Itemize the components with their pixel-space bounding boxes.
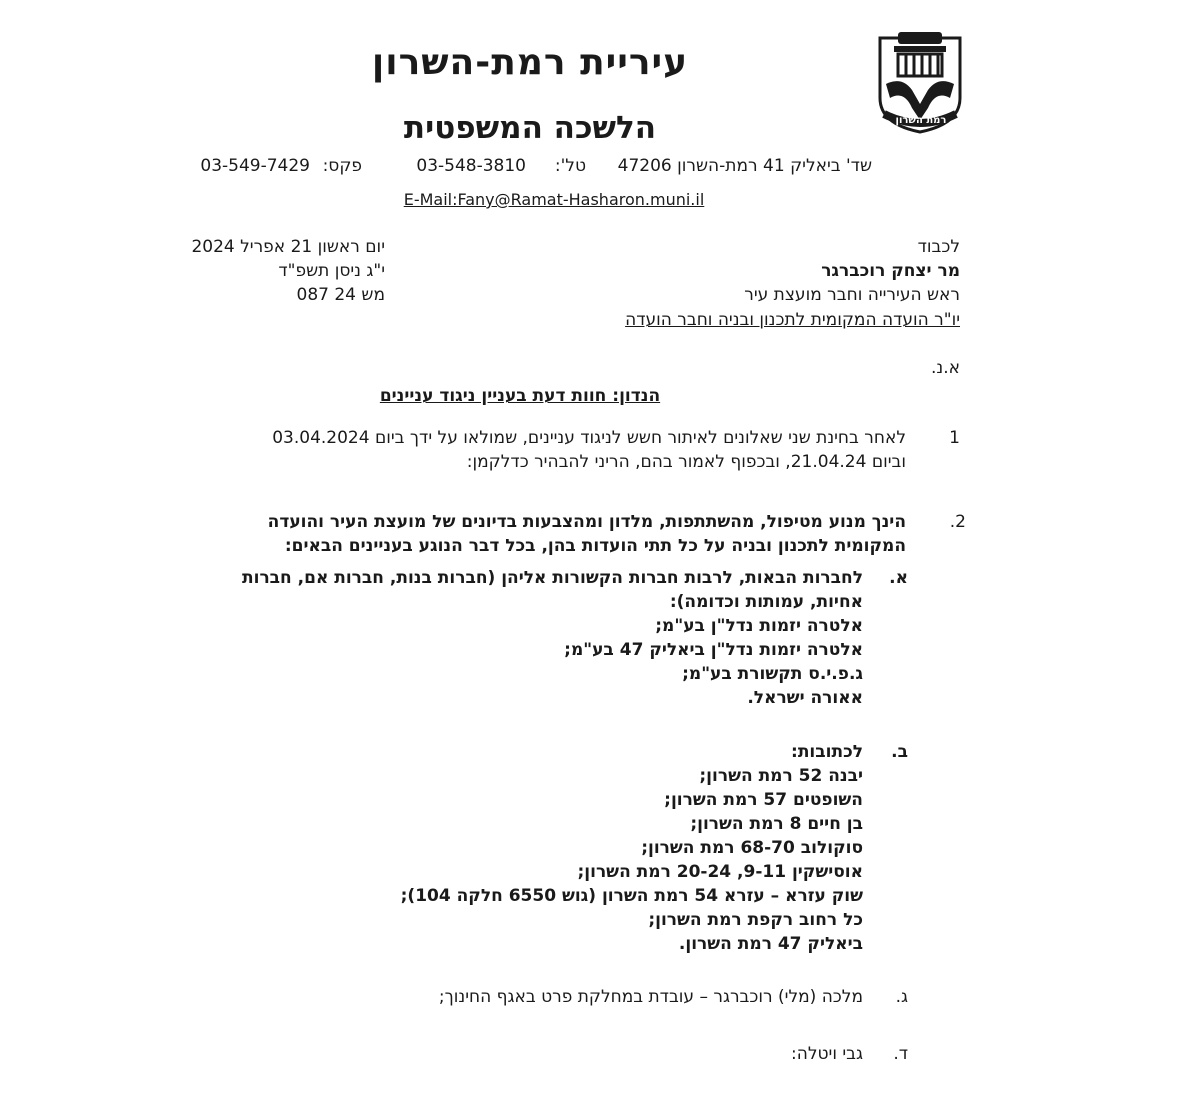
reference-number: מש 24 087 — [296, 285, 385, 305]
paragraph-2-line-1: הינך מנוע מטיפול, מהשתתפות, מלדון ומהצבעות בדיונים של מועצת העיר והועדה — [267, 512, 906, 532]
section-b-address: שוק עזרא – עזרא 54 רמת השרון (גוש 6550 חלקה 104); — [400, 886, 863, 906]
paragraph-2-number: .2 — [949, 512, 966, 532]
paragraph-1-number: 1 — [949, 428, 960, 448]
section-a-company: אלטרה יזמות נדל"ן בע"מ; — [655, 616, 863, 636]
section-a-line: לחברות הבאות, לרבות חברות הקשורות אליהן (חברות בנות, חברות אם, חברות — [242, 568, 863, 588]
organization-name: עיריית רמת-השרון — [371, 42, 689, 83]
section-b-address: השופטים 57 רמת השרון; — [664, 790, 863, 810]
paragraph-2-line-2: המקומית לתכנון ובניה על כל תתי הועדות בהן, בכל דבר הנוגע בעניינים הבאים: — [284, 536, 906, 556]
greeting: א.נ. — [931, 358, 960, 378]
logo-caption: רמת השרון — [895, 115, 947, 126]
email-link[interactable]: E-Mail:Fany@Ramat-Hasharon.muni.il — [403, 190, 705, 209]
section-d-text: גבי ויטלה: — [791, 1044, 863, 1064]
section-a-company: אאורה ישראל. — [747, 688, 863, 708]
recipient-role: ראש העירייה וחבר מועצת עיר — [744, 285, 960, 305]
section-c-text: מלכה (מלי) רוכברגר – עובדת במחלקת פרט באגף החינוך; — [438, 987, 863, 1007]
department-name: הלשכה המשפטית — [403, 110, 657, 146]
section-b-address: סוקולוב 68-70 רמת השרון; — [641, 838, 863, 858]
phone-number: 03-548-3810 — [416, 156, 526, 176]
fax-label: פקס: — [322, 156, 362, 176]
section-b-address: כל רחוב רקפת רמת השרון; — [648, 910, 863, 930]
section-b-address: יבנה 52 רמת השרון; — [699, 766, 863, 786]
salutation: לכבוד — [917, 237, 960, 257]
recipient-committee-role: יו"ר הועדה המקומית לתכנון ובניה וחבר הועדה — [625, 310, 960, 330]
section-b-heading: לכתובות: — [791, 742, 863, 762]
section-a-line: אחיות, עמותות וכדומה): — [669, 592, 863, 612]
subject-line: הנדון: חוות דעת בעניין ניגוד עניינים — [379, 386, 661, 406]
gregorian-date: יום ראשון 21 אפריל 2024 — [191, 237, 385, 257]
address-line: שד' ביאליק 41 רמת-השרון 47206 — [617, 156, 872, 176]
section-b-address: אוסישקין 9-11, 20-24 רמת השרון; — [577, 862, 863, 882]
section-b-letter: ב. — [891, 742, 908, 762]
paragraph-1-line-1: לאחר בחינת שני שאלונים לאיתור חשש לניגוד עניינים, שמולאו על ידך ביום 03.04.2024 — [272, 428, 906, 448]
section-a-company: ג.פ.י.ס תקשורת בע"מ; — [682, 664, 863, 684]
phone-label: טל': — [554, 156, 586, 176]
section-d-letter: ד. — [893, 1044, 908, 1064]
section-a-company: אלטרה יזמות נדל"ן ביאליק 47 בע"מ; — [564, 640, 863, 660]
section-b-address: בן חיים 8 רמת השרון; — [690, 814, 863, 834]
section-b-address: ביאליק 47 רמת השרון. — [678, 934, 863, 954]
paragraph-1-line-2: וביום 21.04.24, ובכפוף לאמור בהם, הריני להבהיר כדלקמן: — [466, 452, 906, 472]
hebrew-date: י"ג ניסן תשפ"ד — [278, 261, 385, 281]
section-c-letter: ג. — [895, 987, 908, 1007]
section-a-letter: א. — [889, 568, 908, 588]
recipient-name: מר יצחק רוכברגר — [821, 261, 960, 281]
fax-number: 03-549-7429 — [200, 156, 310, 176]
